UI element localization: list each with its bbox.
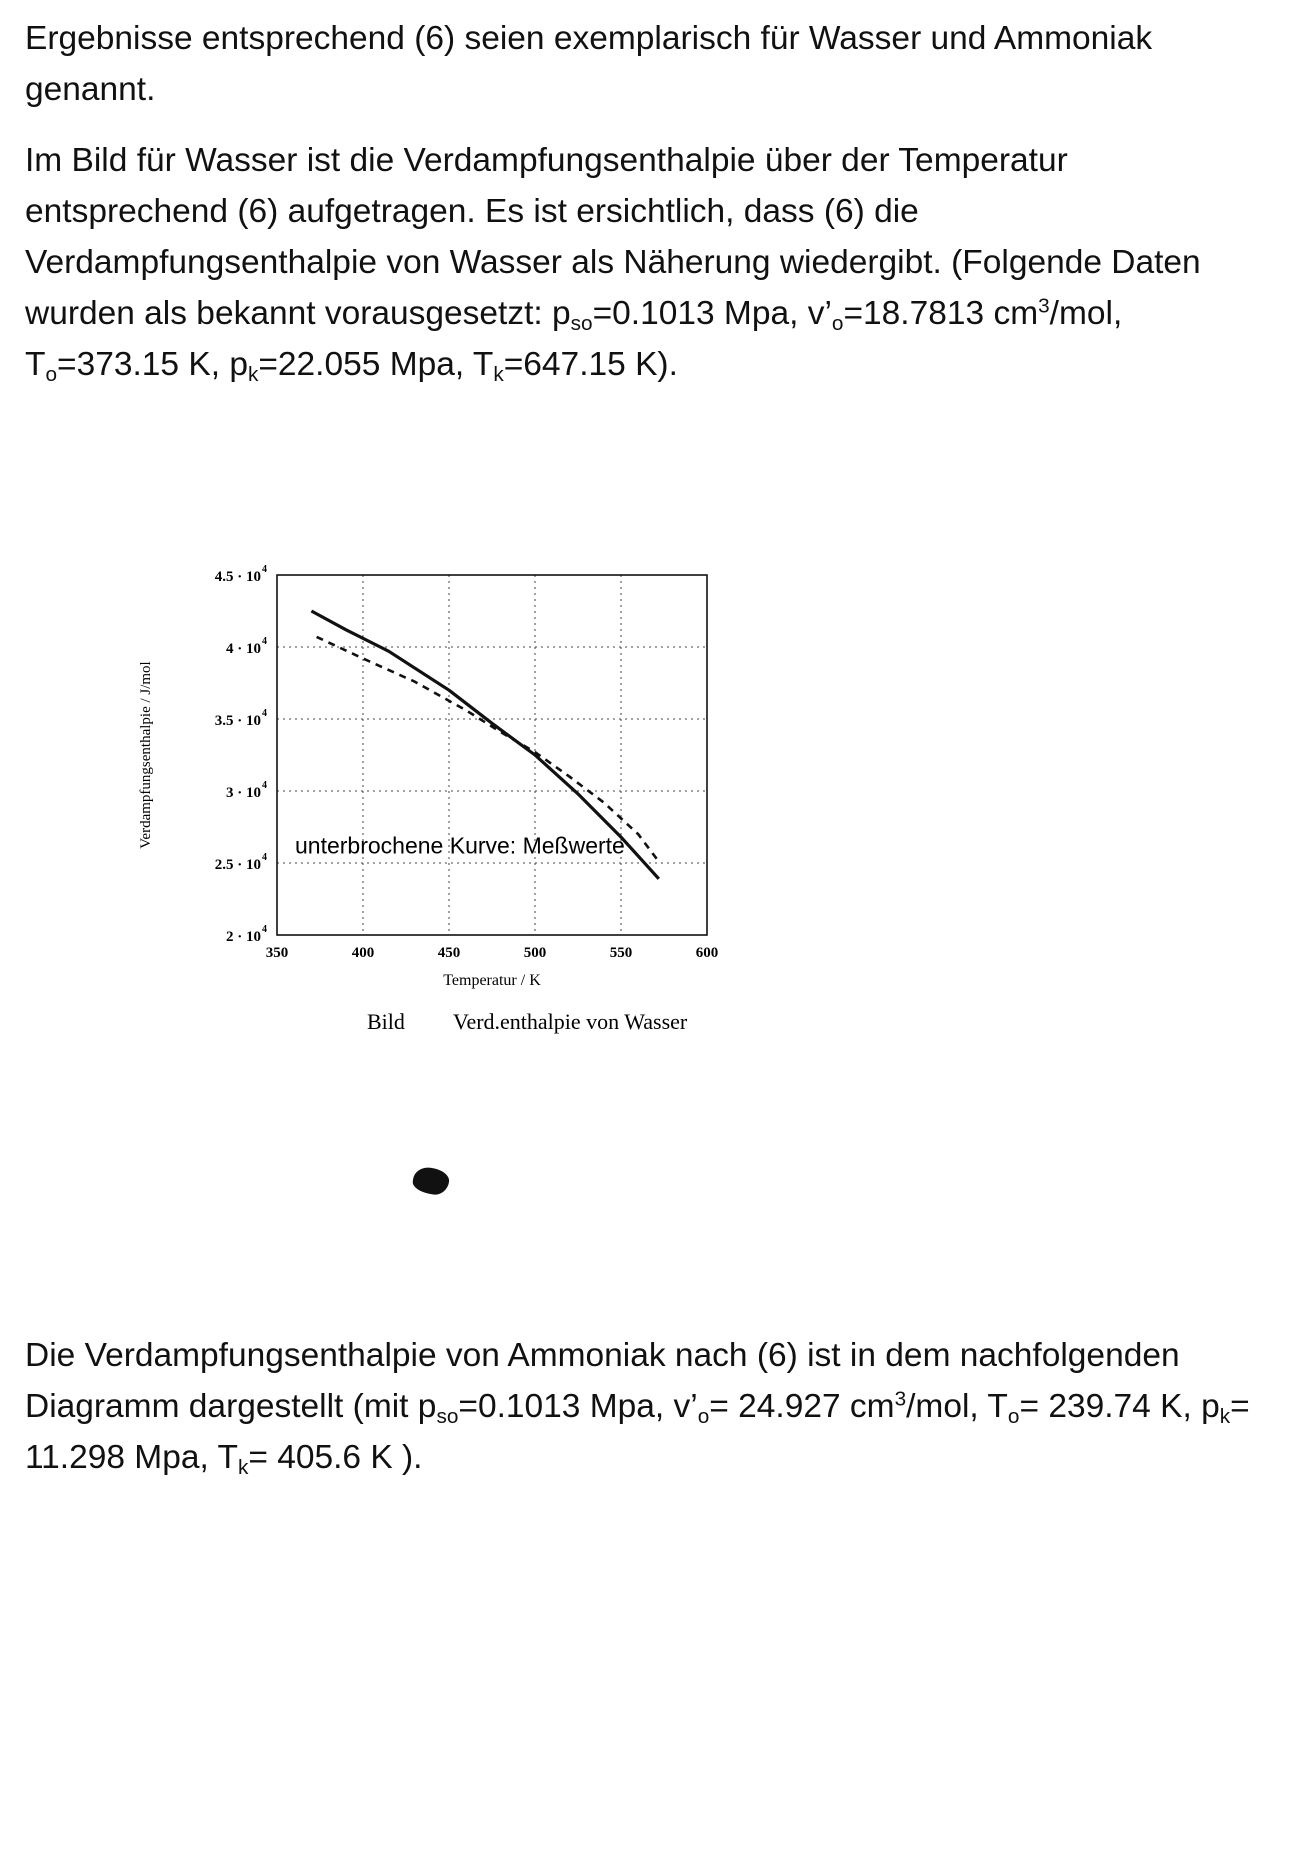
x-tick-label: 550 xyxy=(609,945,633,961)
y-tick-exponent: 4 xyxy=(262,708,267,719)
water-paragraph xyxy=(25,135,1275,390)
y-tick-exponent: 4 xyxy=(262,564,267,575)
y-tick-exponent: 4 xyxy=(262,636,267,647)
intro-paragraph xyxy=(25,13,1275,115)
water-enthalpy-figure xyxy=(140,555,860,1215)
to-subscript: o xyxy=(1007,1404,1020,1428)
ammonia-text: Die Verdampfungsenthalpie von Ammoniak nach (6) ist in dem nachfolgenden Diagramm dargestellt (mit xyxy=(25,1337,1180,1425)
tk-value: =647.15 K). xyxy=(503,346,678,383)
tk-value: = 405.6 K ). xyxy=(248,1439,423,1476)
y-tick-label: 3 · 10 xyxy=(225,785,261,801)
caption-prefix: Bild xyxy=(367,1009,405,1034)
vo-unit: /mol, xyxy=(1049,295,1123,332)
tk-symbol: T xyxy=(472,346,494,383)
tk-symbol: T xyxy=(217,1439,238,1476)
to-value: =373.15 K, xyxy=(57,346,230,383)
pk-subscript: k xyxy=(1219,1404,1231,1428)
vo-value: =18.7813 cm xyxy=(843,295,1039,332)
water-enthalpy-chart xyxy=(140,555,860,1215)
x-tick-label: 400 xyxy=(351,945,375,961)
vo-subscript: o xyxy=(697,1404,710,1428)
y-tick-exponent: 4 xyxy=(262,924,267,935)
pk-symbol: p xyxy=(229,346,248,383)
measured-series-line xyxy=(317,637,659,862)
intro-text: Ergebnisse entsprechend (6) seien exemplarisch für Wasser und Ammoniak genannt. xyxy=(25,20,1153,108)
pso-subscript: so xyxy=(436,1404,459,1428)
tk-subscript: k xyxy=(237,1455,249,1479)
x-tick-label: 500 xyxy=(523,945,547,961)
x-tick-label: 600 xyxy=(695,945,719,961)
caption-text: Verd.enthalpie von Wasser xyxy=(453,1009,688,1034)
pso-value: =0.1013 Mpa, xyxy=(592,295,808,332)
to-symbol: T xyxy=(25,346,46,383)
vo-unit: /mol, xyxy=(906,1388,988,1425)
pk-value: = 11.298 Mpa, xyxy=(25,1388,1250,1476)
y-tick-label: 2.5 · 10 xyxy=(214,857,261,873)
vo-subscript: o xyxy=(831,311,844,335)
pso-symbol: p xyxy=(552,295,571,332)
x-axis-label: Temperatur / K xyxy=(443,972,541,989)
curve-annotation: unterbrochene Kurve: Meßwerte xyxy=(295,832,625,859)
pk-symbol: p xyxy=(1201,1388,1220,1425)
y-tick-exponent: 4 xyxy=(262,852,267,863)
vo-symbol: v’ xyxy=(807,295,832,332)
y-tick-label: 4.5 · 10 xyxy=(214,569,261,585)
y-tick-label: 3.5 · 10 xyxy=(214,713,261,729)
vo-symbol: v’ xyxy=(673,1388,698,1425)
vo-exponent: 3 xyxy=(894,1387,907,1411)
y-tick-label: 2 · 10 xyxy=(225,929,261,945)
vo-exponent: 3 xyxy=(1038,294,1050,318)
to-symbol: T xyxy=(987,1388,1008,1425)
y-tick-exponent: 4 xyxy=(262,780,267,791)
y-tick-label: 4 · 10 xyxy=(225,641,261,657)
pso-subscript: so xyxy=(570,311,593,335)
pso-value: =0.1013 Mpa, xyxy=(458,1388,674,1425)
tk-subscript: k xyxy=(493,362,504,386)
figure-caption xyxy=(367,1009,688,1034)
water-text: Im Bild für Wasser ist die Verdampfungsenthalpie über der Temperatur entsprechend (6) aufgetragen. Es ist ersichtlich, dass (6) die Verdampfungsenthalpie von Wasser als Näherung wiedergibt. (Folgende Daten wurden als bekannt vorausgesetzt: xyxy=(25,142,1201,332)
vo-value: = 24.927 cm xyxy=(709,1388,895,1425)
ammonia-paragraph xyxy=(25,1330,1275,1483)
x-tick-label: 350 xyxy=(265,945,289,961)
to-subscript: o xyxy=(45,362,58,386)
pso-symbol: p xyxy=(417,1388,437,1425)
to-value: = 239.74 K, xyxy=(1019,1388,1202,1425)
pk-value: =22.055 Mpa, xyxy=(258,346,473,383)
pk-subscript: k xyxy=(247,362,259,386)
x-tick-label: 450 xyxy=(437,945,461,961)
y-axis-label: Verdampfungsenthalpie / J/mol xyxy=(138,661,154,849)
